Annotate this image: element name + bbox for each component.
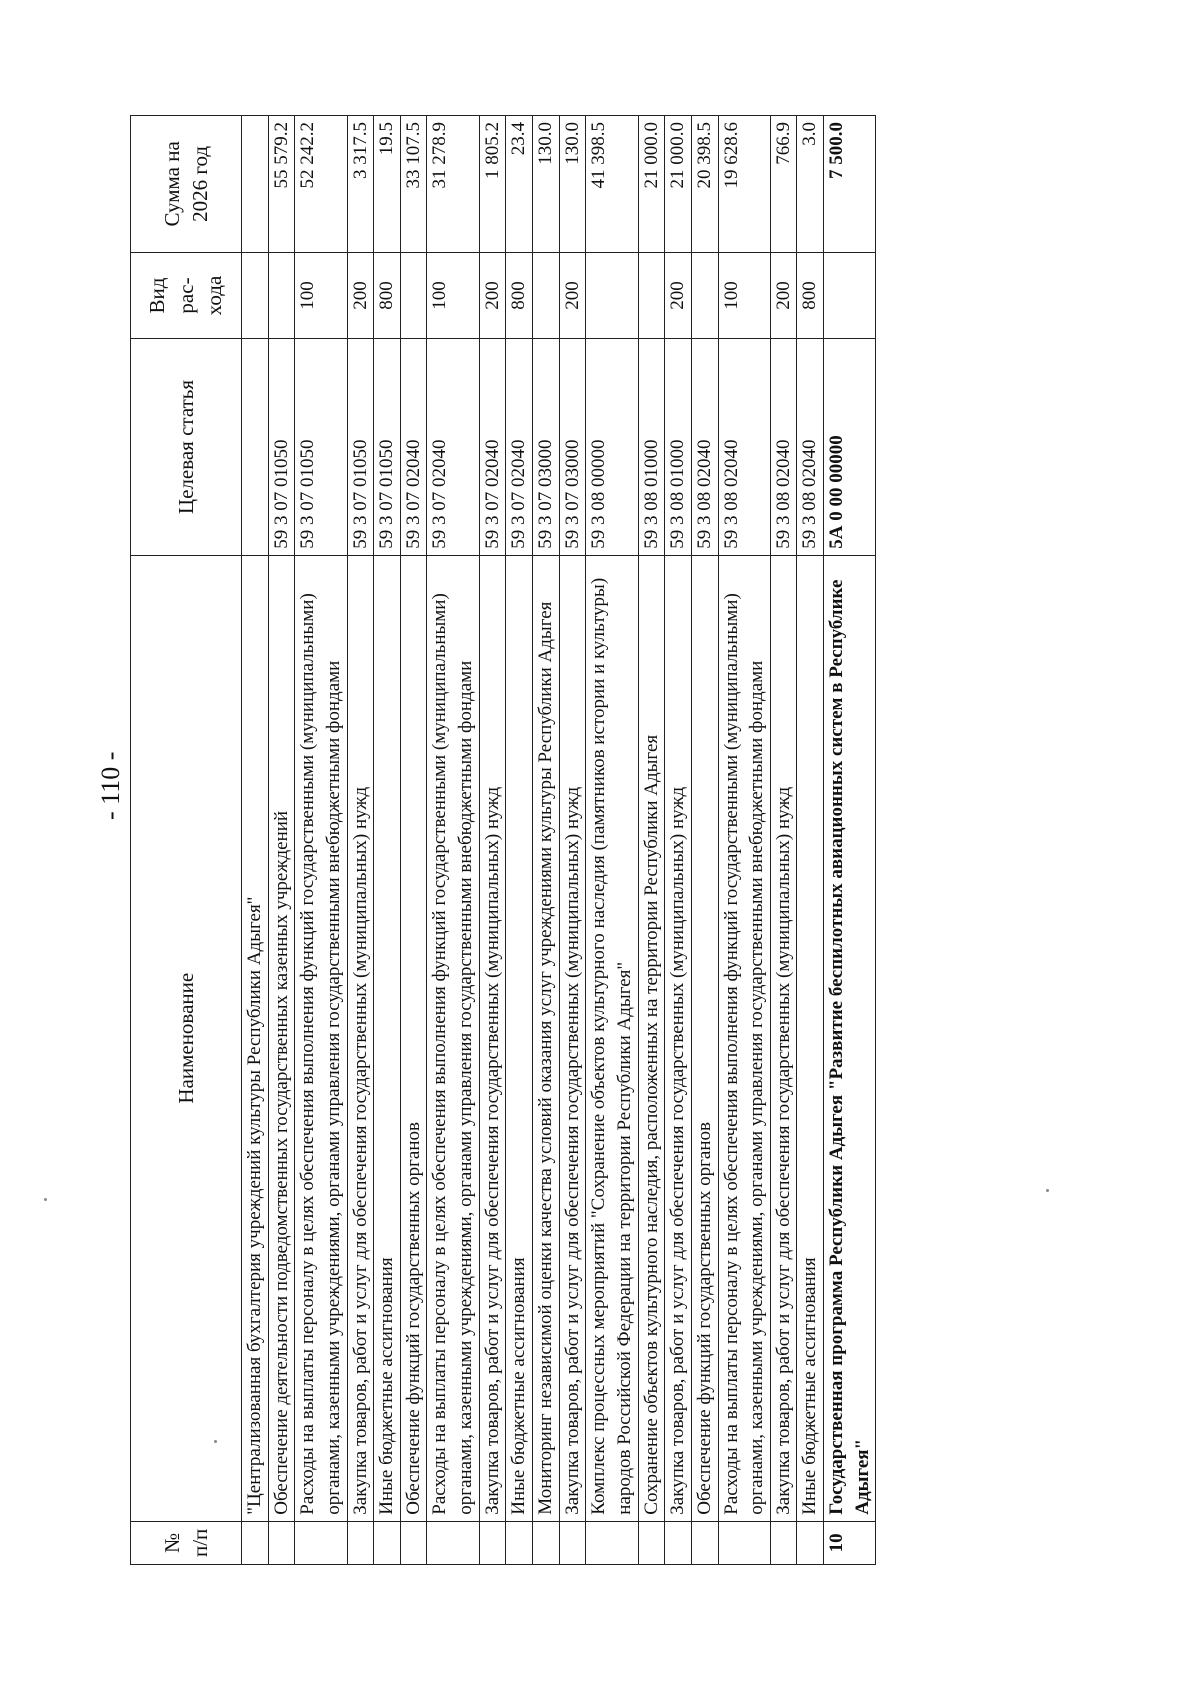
cell-sum: 1 805.2 [479,116,506,253]
cell-name: Расходы на выплаты персоналу в целях обеспечения выполнения функций государственными (муниципальными) органами, казенными учреждениями, органами управления государственными внебюджетными фондами [295,555,347,1521]
cell-sum: 130.0 [559,116,586,253]
cell-code: 59 3 07 01050 [268,339,295,555]
cell-name: "Централизованная бухгалтерия учреждений культуры Республики Адыгея" [242,555,269,1521]
table-row [586,116,638,1565]
cell-sum: 20 398.5 [691,116,718,253]
cell-code: 5А 0 00 00000 [824,339,876,555]
table-row [638,116,665,1565]
cell-type [824,252,876,339]
cell-sum: 33 107.5 [400,116,427,253]
table-row [533,116,560,1565]
cell-sum: 21 000.0 [638,116,665,253]
table-header-row [131,116,242,1565]
cell-type: 100 [295,252,347,339]
cell-sum: 52 242.2 [295,116,347,253]
cell-sum: 31 278.9 [427,116,479,253]
cell-name: Закупка товаров, работ и услуг для обеспечения государственных (муниципальных) нужд [559,555,586,1521]
cell-sum: 766.9 [770,116,797,253]
cell-num [479,1521,506,1564]
cell-type [638,252,665,339]
table-body [242,116,876,1565]
cell-type [586,252,638,339]
cell-code: 59 3 08 02040 [770,339,797,555]
cell-name: Иные бюджетные ассигнования [797,555,824,1521]
cell-sum [242,116,269,253]
cell-type: 100 [427,252,479,339]
cell-code: 59 3 08 02040 [718,339,770,555]
cell-type [242,252,269,339]
cell-num [506,1521,533,1564]
cell-type [533,252,560,339]
header-code: Целевая статья [131,339,242,555]
cell-code: 59 3 07 02040 [479,339,506,555]
cell-num [374,1521,401,1564]
header-sum: Сумма на 2026 год [131,116,242,253]
table-row [295,116,347,1565]
cell-type: 200 [479,252,506,339]
cell-sum: 19.5 [374,116,401,253]
cell-sum: 3.0 [797,116,824,253]
cell-name: Мониторинг независимой оценки качества условий оказания услуг учреждениями культуры Республики Адыгея [533,555,560,1521]
cell-name: Иные бюджетные ассигнования [506,555,533,1521]
page-number: - 110 - [96,751,125,820]
cell-num [533,1521,560,1564]
cell-sum: 23.4 [506,116,533,253]
cell-num [586,1521,638,1564]
header-type: Вид рас- хода [131,252,242,339]
scan-speck [214,1440,217,1443]
table-row [797,116,824,1565]
cell-num [665,1521,692,1564]
table-row [770,116,797,1565]
table-row [268,116,295,1565]
cell-name: Закупка товаров, работ и услуг для обеспечения государственных (муниципальных) нужд [479,555,506,1521]
cell-name: Закупка товаров, работ и услуг для обеспечения государственных (муниципальных) нужд [347,555,374,1521]
cell-name: Иные бюджетные ассигнования [374,555,401,1521]
cell-sum: 41 398.5 [586,116,638,253]
cell-sum: 7 500.0 [824,116,876,253]
cell-name: Сохранение объектов культурного наследия, расположенных на территории Республики Адыгея [638,555,665,1521]
cell-num [295,1521,347,1564]
cell-num [797,1521,824,1564]
cell-num [770,1521,797,1564]
table-row [691,116,718,1565]
cell-code: 59 3 08 01000 [665,339,692,555]
table-row [824,116,876,1565]
cell-num [347,1521,374,1564]
budget-table [130,115,876,1565]
cell-type: 100 [718,252,770,339]
cell-code: 59 3 08 02040 [797,339,824,555]
cell-sum: 130.0 [533,116,560,253]
table-row [347,116,374,1565]
table-row [374,116,401,1565]
cell-code: 59 3 07 03000 [559,339,586,555]
table-row [479,116,506,1565]
cell-code: 59 3 08 02040 [691,339,718,555]
cell-num [427,1521,479,1564]
cell-num [242,1521,269,1564]
cell-type: 200 [770,252,797,339]
cell-code: 59 3 08 01000 [638,339,665,555]
cell-type: 200 [347,252,374,339]
cell-code: 59 3 07 03000 [533,339,560,555]
cell-code: 59 3 07 01050 [295,339,347,555]
cell-code: 59 3 07 01050 [374,339,401,555]
cell-num [718,1521,770,1564]
cell-type [400,252,427,339]
scan-speck [44,1198,47,1201]
cell-name: Расходы на выплаты персоналу в целях обеспечения выполнения функций государственными (муниципальными) органами, казенными учреждениями, органами управления государственными внебюджетными фондами [427,555,479,1521]
header-name: Наименование [131,555,242,1521]
table-row [506,116,533,1565]
cell-name: Закупка товаров, работ и услуг для обеспечения государственных (муниципальных) нужд [665,555,692,1521]
cell-name: Обеспечение функций государственных органов [691,555,718,1521]
cell-type [268,252,295,339]
cell-name: Государственная программа Республики Адыгея "Развитие беспилотных авиационных систем в Республике Адыгея" [824,555,876,1521]
cell-num [400,1521,427,1564]
cell-sum: 3 317.5 [347,116,374,253]
cell-num: 10 [824,1521,876,1564]
cell-name: Расходы на выплаты персоналу в целях обеспечения выполнения функций государственными (муниципальными) органами, казенными учреждениями, органами управления государственными внебюджетными фондами [718,555,770,1521]
cell-type: 200 [559,252,586,339]
table-row [665,116,692,1565]
cell-type: 200 [665,252,692,339]
cell-type: 800 [797,252,824,339]
cell-num [691,1521,718,1564]
cell-code: 59 3 07 02040 [400,339,427,555]
cell-code: 59 3 07 02040 [506,339,533,555]
table-row [718,116,770,1565]
cell-code: 59 3 07 01050 [347,339,374,555]
cell-name: Закупка товаров, работ и услуг для обеспечения государственных (муниципальных) нужд [770,555,797,1521]
table-row [400,116,427,1565]
cell-sum: 19 628.6 [718,116,770,253]
cell-type: 800 [374,252,401,339]
cell-code: 59 3 08 00000 [586,339,638,555]
cell-num [268,1521,295,1564]
cell-num [559,1521,586,1564]
cell-code: 59 3 07 02040 [427,339,479,555]
cell-num [638,1521,665,1564]
rotated-page-content [130,115,1080,1565]
header-num: № п/п [131,1521,242,1564]
scan-speck [1046,1189,1049,1192]
cell-code [242,339,269,555]
cell-sum: 21 000.0 [665,116,692,253]
table-row [427,116,479,1565]
cell-type [691,252,718,339]
cell-name: Обеспечение деятельности подведомственных государственных казенных учреждений [268,555,295,1521]
cell-name: Обеспечение функций государственных органов [400,555,427,1521]
cell-type: 800 [506,252,533,339]
table-row [242,116,269,1565]
cell-name: Комплекс процессных мероприятий "Сохранение объектов культурного наследия (памятников истории и культуры) народов Российской Федерации на территории Республики Адыгея" [586,555,638,1521]
cell-sum: 55 579.2 [268,116,295,253]
table-row [559,116,586,1565]
